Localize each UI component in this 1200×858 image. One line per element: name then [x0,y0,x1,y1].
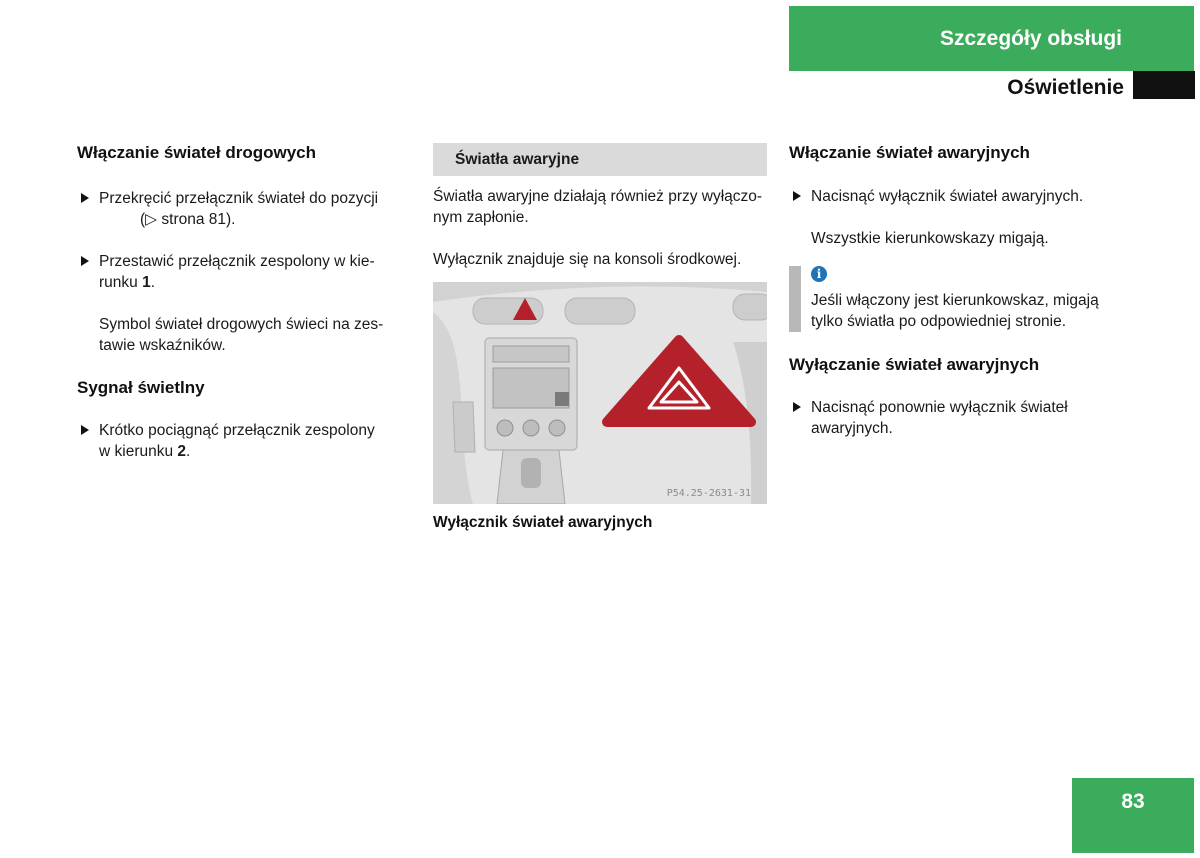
heading-flash: Sygnał świetlny [77,378,205,397]
hazard-lights-box-title: Światła awaryjne [433,143,767,176]
info-sidebar [789,266,801,332]
list-item: Krótko pociągnąć przełącznik zespolony w kierunku 2. [99,420,375,462]
result-note: Symbol świateł drogowych świeci na zes- tawie wskaźników. [99,316,384,354]
paragraph: Światła awaryjne działają również przy wyłączo- nym zapłonie. [433,188,763,226]
list-item: Przekręcić przełącznik świateł do pozycji (▷ strona 81). [99,188,378,230]
info-icon: i [811,266,827,282]
info-note: Jeśli włączony jest kierunkowskaz, migają tylko światła po odpowiedniej stronie. [811,292,1099,330]
chapter-header [789,6,1194,71]
list-item: Nacisnąć ponownie wyłącznik świateł awaryjnych. [811,397,1068,439]
figure-code: P54.25-2631-31 [666,488,751,499]
page-number: 83 [1072,778,1194,853]
triangle-bullet-icon [793,402,801,412]
triangle-bullet-icon [81,425,89,435]
list-item: Nacisnąć wyłącznik świateł awaryjnych. [811,186,1083,207]
heading-high-beam-on: Włączanie świateł drogowych [77,143,317,162]
triangle-bullet-icon [81,256,89,266]
dashboard-drawing [433,282,767,504]
heading-hazard-on: Włączanie świateł awaryjnych [789,143,1030,162]
heading-hazard-off: Wyłączanie świateł awaryjnych [789,355,1040,374]
triangle-bullet-icon [81,193,89,203]
section-title: Oświetlenie [1007,76,1124,99]
chapter-title: Szczegóły obsługi [939,26,1122,50]
dashboard-illustration [433,282,767,504]
figure-caption: Wyłącznik świateł awaryjnych [433,514,653,531]
result-note: Wszystkie kierunkowskazy migają. [811,230,1049,247]
list-item: Przestawić przełącznik zespolony w kie- runku 1. [99,251,375,293]
paragraph: Wyłącznik znajduje się na konsoli środkowej. [433,251,742,268]
triangle-bullet-icon [793,191,801,201]
section-marker-bar [1133,71,1195,99]
